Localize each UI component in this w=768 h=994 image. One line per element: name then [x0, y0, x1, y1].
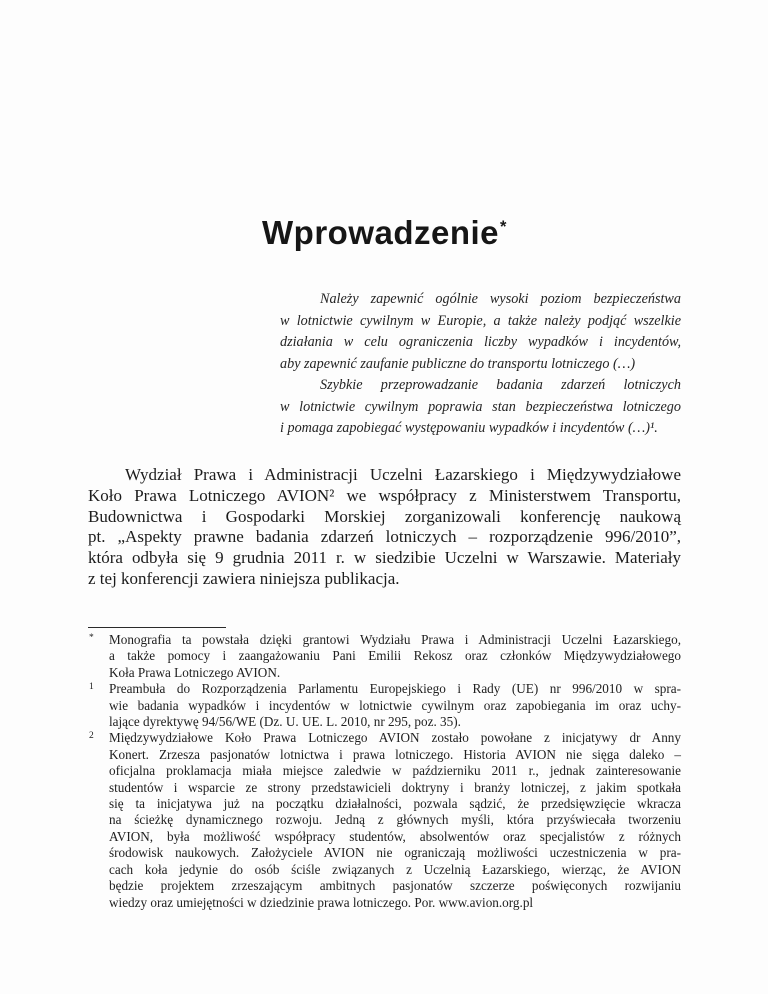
footnote-separator-rule — [88, 627, 226, 628]
page-title-text: Wprowadzenie — [262, 214, 500, 252]
quote-paragraph-1 — [280, 289, 681, 375]
text-line: będzie projektem zrzeszającym ambitnych pasjonatów szczerze poświęconych rozwijaniu — [109, 878, 681, 894]
text-line: pt. „Aspekty prawne badania zdarzeń lotniczych – rozporządzenie 996/2010”, — [88, 527, 681, 547]
text-line: na ścieżkę dynamicznego rozwoju. Jedną z głównych myśli, która przyświecała tworzeniu — [109, 812, 681, 828]
footnote-2 — [88, 730, 681, 910]
footnotes-section — [88, 632, 681, 911]
body-paragraph-lines — [88, 465, 681, 590]
footnote-2-marker: 2 — [89, 731, 94, 742]
text-line: Monografia ta powstała dzięki grantowi Wydziału Prawa i Administracji Uczelni Łazarskiego, — [109, 632, 681, 647]
text-line: a także pomocy i zaangażowaniu Pani Emilii Rekosz oraz członków Międzywydziałowego — [109, 648, 681, 664]
text-line: studentów i wsparcie ze strony przedstawicieli doktryny i branży lotniczej, z jakim spotkała — [109, 779, 681, 795]
text-line: Wydział Prawa i Administracji Uczelni Łazarskiego i Międzywydziałowe — [125, 465, 681, 484]
text-line: się ta inicjatywa już na początku działalności, pozwala sądzić, że przedsięwzięcie wkracza — [109, 796, 681, 812]
text-line: w lotnictwie cywilnym w Europie, a także należy podjąć wszelkie — [280, 312, 681, 329]
text-line: AVION, była możliwość współpracy studentów, absolwentów oraz specjalistów z różnych — [109, 828, 681, 844]
page-title — [88, 214, 681, 252]
text-line: oficjalna proklamacja miała miejsce zaledwie w październiku 2011 r., jednak zainteresowanie — [109, 763, 681, 779]
text-line: Budownictwa i Gospodarki Morskiej zorganizowali konferencję naukową — [88, 506, 681, 526]
text-line: i pomaga zapobiegać występowaniu wypadków i incydentów (…)¹. — [280, 420, 658, 436]
text-line: wie badania wypadków i incydentów w lotnictwie cywilnym oraz zapobiegania im oraz uchy- — [109, 697, 681, 713]
title-footnote-marker: * — [500, 217, 507, 236]
footnote-1-text — [109, 681, 681, 730]
quote-paragraph-2 — [280, 375, 681, 440]
footnote-star-marker: * — [89, 633, 94, 643]
text-line: Międzywydziałowe Koło Prawa Lotniczego AVION zostało powołane z inicjatywy dr Anny — [109, 730, 681, 746]
text-line: z tej konferencji zawiera niniejsza publikacja. — [88, 568, 400, 588]
text-line: Koła Prawa Lotniczego AVION. — [109, 664, 281, 680]
text-line: Koło Prawa Lotniczego AVION² we współpracy z Ministerstwem Transportu, — [88, 485, 681, 505]
text-line: Konert. Zrzesza pasjonatów lotnictwa i prawa lotniczego. Historia AVION nie sięga daleko – — [109, 746, 681, 762]
text-line: Preambuła do Rozporządzenia Parlamentu Europejskiego i Rady (UE) nr 996/2010 w spra- — [109, 681, 681, 697]
text-line: aby zapewnić zaufanie publiczne do transportu lotniczego (…) — [280, 355, 636, 372]
text-line: w lotnictwie cywilnym poprawia stan bezpieczeństwa lotniczego — [280, 398, 681, 415]
footnote-1-marker: 1 — [89, 682, 94, 693]
epigraph-quote — [280, 289, 681, 440]
text-line: która odbyła się 9 grudnia 2011 r. w siedzibie Uczelni w Warszawie. Materiały — [88, 548, 681, 568]
text-line: Należy zapewnić ogólnie wysoki poziom bezpieczeństwa — [320, 291, 681, 307]
text-line: działania w celu ograniczenia liczby wypadków i incydentów, — [280, 334, 681, 350]
footnote-star-text — [109, 632, 681, 681]
footnote-2-text — [109, 730, 681, 910]
text-line: lające dyrektywę 94/56/WE (Dz. U. UE. L. 2010, nr 295, poz. 35). — [109, 714, 461, 730]
body-paragraph — [88, 465, 681, 590]
text-line: Szybkie przeprowadzanie badania zdarzeń lotniczych — [320, 377, 681, 393]
footnote-star — [88, 632, 681, 681]
text-line: środowisk naukowych. Założyciele AVION nie ograniczają możliwości uczestniczenia w pra- — [109, 845, 681, 861]
text-line: wiedzy oraz umiejętności w dziedzinie prawa lotniczego. Por. www.avion.org.pl — [109, 894, 534, 910]
footnote-1 — [88, 681, 681, 730]
text-line: cach koła jedynie do osób ściśle związanych z Uczelnią Łazarskiego, wierząc, że AVION — [109, 861, 681, 877]
